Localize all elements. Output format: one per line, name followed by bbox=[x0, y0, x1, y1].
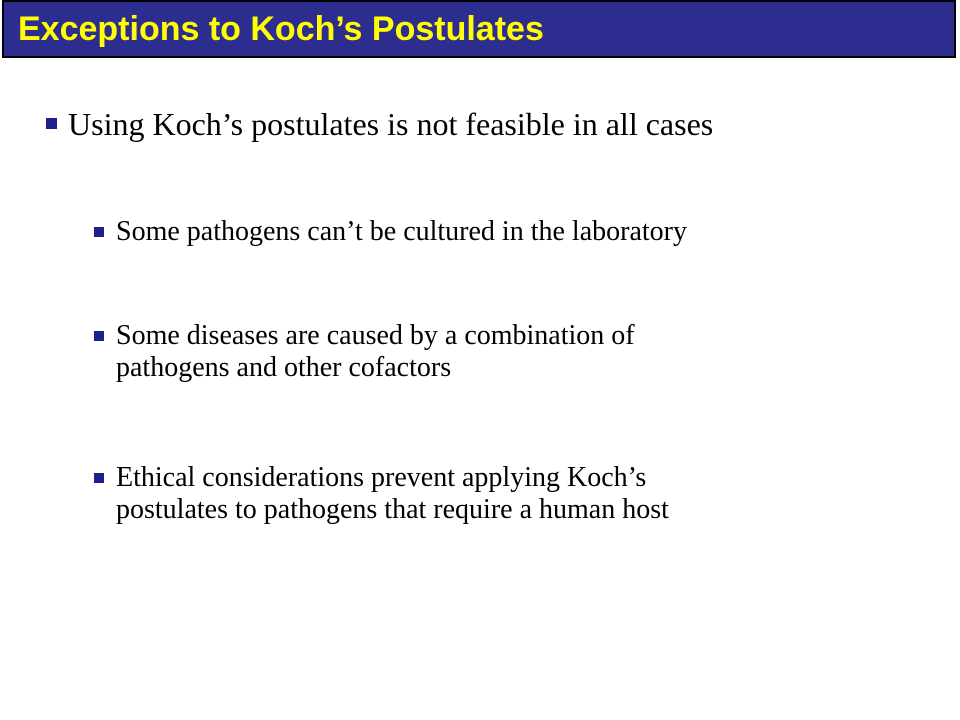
sub-bullet-combination bbox=[94, 320, 635, 384]
square-bullet-icon bbox=[46, 118, 57, 129]
sub-bullet-line: Ethical considerations prevent applying Koch’s bbox=[116, 462, 647, 493]
main-bullet-text: Using Koch’s postulates is not feasible in all cases bbox=[68, 106, 714, 142]
square-bullet-icon bbox=[94, 227, 104, 237]
sub-bullet-line: Some diseases are caused by a combination of bbox=[116, 320, 635, 351]
sub-bullet-culture bbox=[94, 216, 687, 248]
sub-bullet-line: postulates to pathogens that require a human host bbox=[116, 494, 669, 525]
sub-bullet-line: pathogens and other cofactors bbox=[116, 352, 452, 383]
sub-bullet-line: Some pathogens can’t be cultured in the laboratory bbox=[116, 216, 687, 247]
main-bullet bbox=[46, 104, 713, 144]
square-bullet-icon bbox=[94, 473, 104, 483]
slide-title: Exceptions to Koch’s Postulates bbox=[18, 10, 544, 48]
sub-bullet-ethical bbox=[94, 462, 669, 526]
square-bullet-icon bbox=[94, 331, 104, 341]
title-bar bbox=[2, 0, 956, 58]
